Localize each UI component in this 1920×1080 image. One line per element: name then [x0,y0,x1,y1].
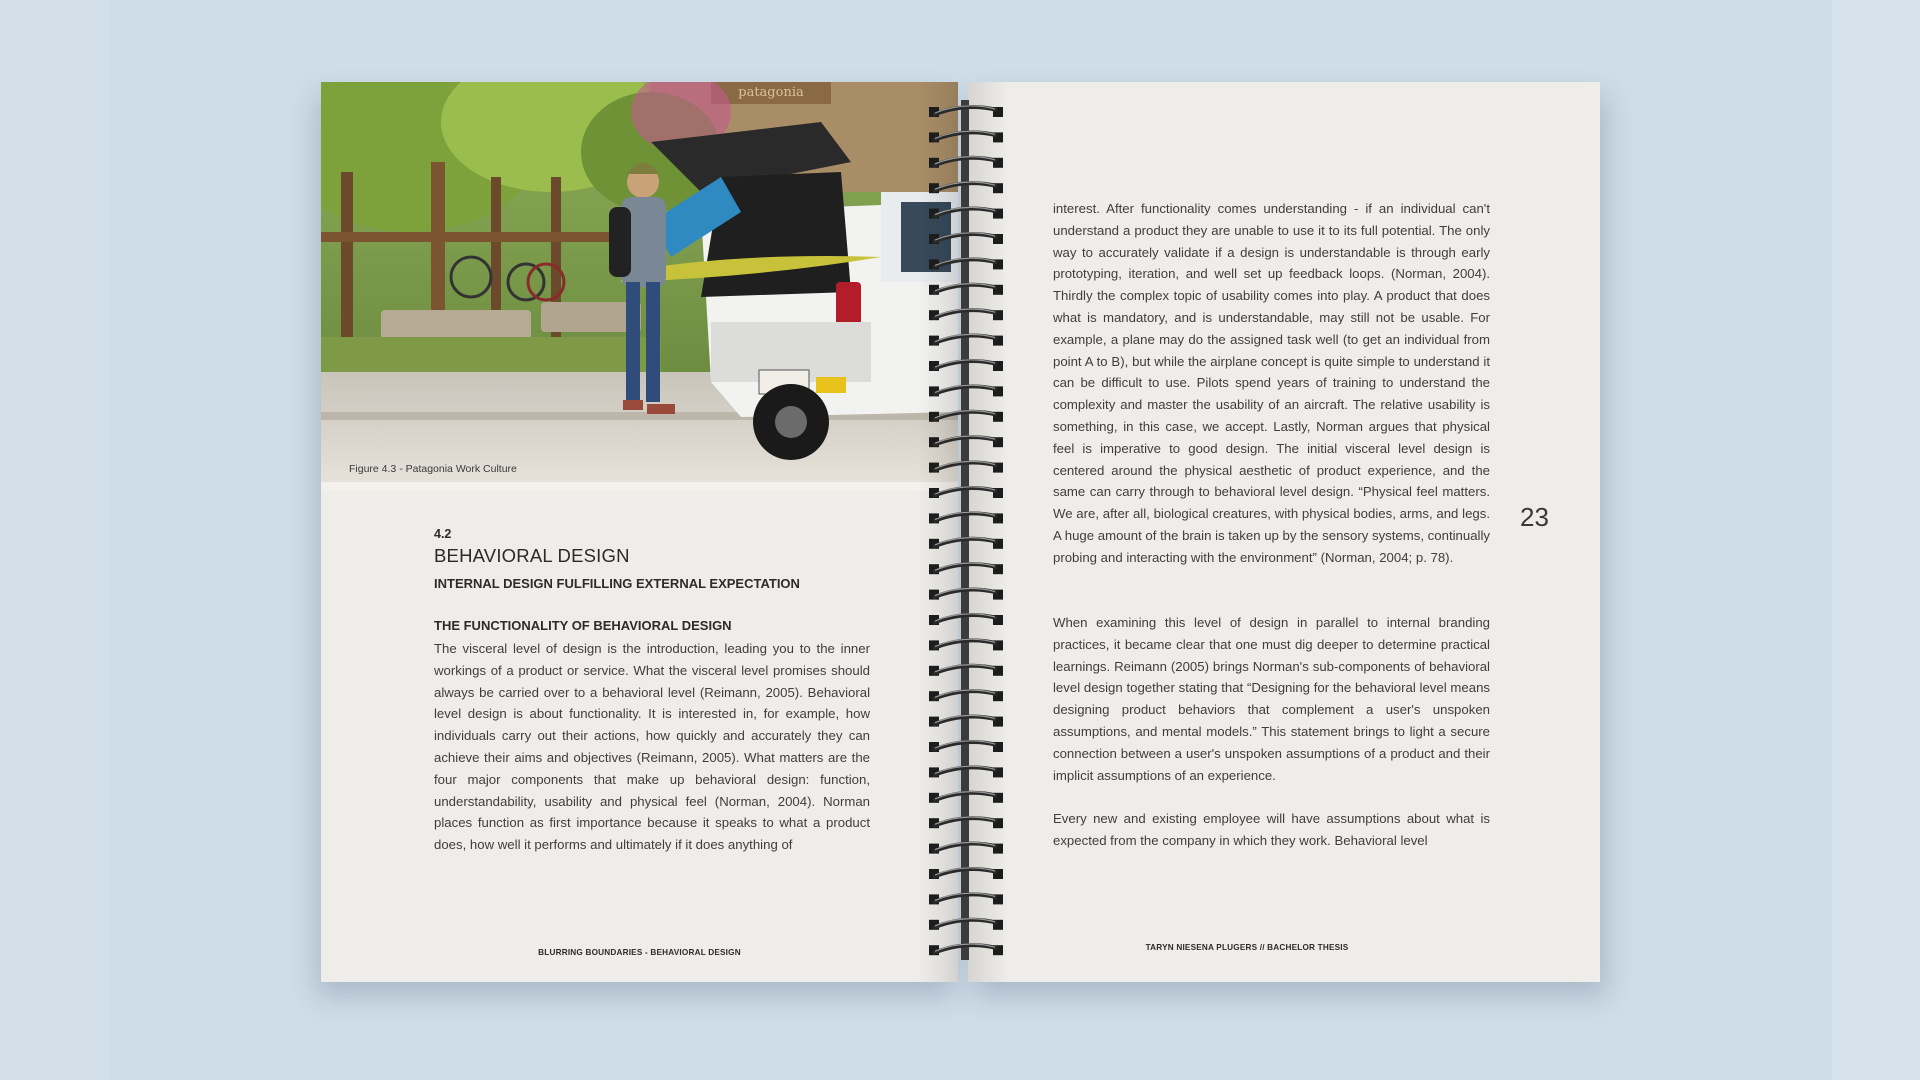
right-page [968,82,1600,982]
subsection-heading: THE FUNCTIONALITY OF BEHAVIORAL DESIGN [434,618,732,633]
spine-shadow [961,100,969,960]
figure-caption: Figure 4.3 - Patagonia Work Culture [349,463,517,475]
background-right [1832,0,1920,1080]
photo-sign-text: patagonia [738,85,804,100]
right-paragraph-2: When examining this level of design in parallel to internal branding practices, it became clear that one must dig deeper to determine practical learnings. Reimann (2005) brings Norman's sub-components of behavioral level design together stating that “Designing for the behavioral level means designing product behaviors that complement a user's unspoken assumptions, and mental models.” This statement brings to light a secure connection between a user's unspoken assumptions of a product and their implicit assumptions of an experience. [1053,615,1490,783]
right-paragraph-1: interest. After functionality comes understanding - if an individual can't understand a product they are unable to use it to its full potential. The only way to accurately validate if a design is understandable is through early prototyping, iteration, and well set up feedback loops. (Norman, 2004). Thirdly the complex topic of usability comes into play. A product that does what is mandatory, and is understandable, may still not be usable. For example, a plane may do the assigned task well (to get an individual from point A to B), but while the airplane concept is quite simple to understand it can be difficult to use. Pilots spend years of training to understand the complexity and master the usability of an aircraft. The relative usability is something, in this case, we accept. Lastly, Norman argues that physical feel is imperative to good design. The initial visceral level design is centered around the physical aesthetic of product experience, and the same can carry through to behavioral level design. “Physical feel matters. We are, after all, biological creatures, with physical bodies, arms, and legs. A huge amount of the brain is taken up by the sensory systems, continually probing and interacting with the environment” (Norman, 2004; p. 78). [1053,201,1490,565]
figure-photo [321,82,958,491]
background-left [0,0,110,1080]
section-subtitle: INTERNAL DESIGN FULFILLING EXTERNAL EXPECTATION [434,576,800,591]
page-number: 23 [1520,502,1549,532]
section-title: BEHAVIORAL DESIGN [434,545,630,566]
section-number: 4.2 [434,527,452,541]
left-footer: BLURRING BOUNDARIES - BEHAVIORAL DESIGN [538,948,741,957]
right-footer: TARYN NIESENA PLUGERS // BACHELOR THESIS [1145,943,1349,952]
left-body-paragraph: The visceral level of design is the introduction, leading you to the inner workings of a product or service. What the visceral level promises should always be carried over to a behavioral level (Reimann, 2005). Behavioral level design is about functionality. It is interested in, for example, how individuals carry out their actions, how quickly and accurately they can achieve their aims and objectives (Reimann, 2005). What matters are the four major components that make up behavioral design: function, understandability, usability and physical feel (Norman, 2004). Norman places function as first importance because it speaks to what a product does, how well it performs and ultimately if it does anything of [434,641,870,853]
spiral-binding [925,100,1005,960]
right-paragraph-3: Every new and existing employee will have assumptions about what is expected from the company in which they work. Behavioral level [1053,811,1490,848]
left-page [321,82,958,982]
